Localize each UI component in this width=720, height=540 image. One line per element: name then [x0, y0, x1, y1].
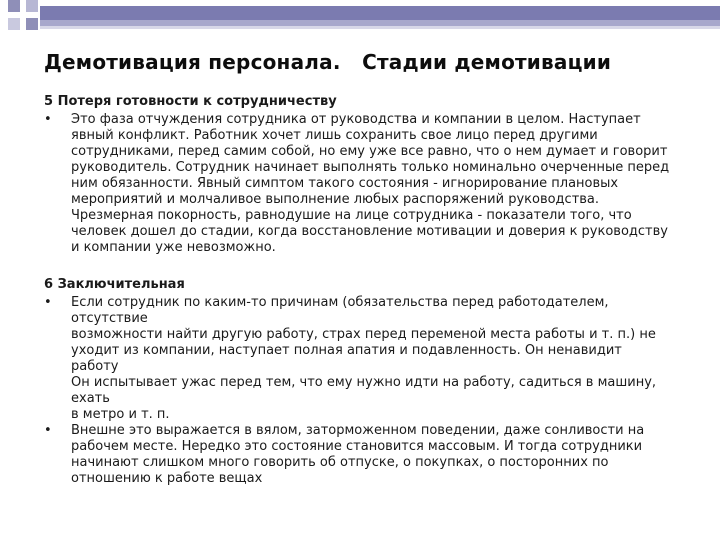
section-5-bullet: [44, 112, 672, 256]
section-6-heading: 6 Заключительная: [44, 277, 185, 292]
section-6-bullet-1-line-2: возможности найти другую работу, страх перед переменой места работы и т. п.) не: [71, 327, 656, 342]
section-6-bullet-2-text: Внешне это выражается в вялом, заторможенном поведении, даже сонливости на рабочем месте. Нередко это состояние становится массовым. И тогда сотрудники начинают слишком много говорить об отпуске, о покупках, о посторонних по отношению к работе вещах: [71, 423, 645, 486]
slide-body: [44, 94, 672, 487]
section-5-text: Это фаза отчуждения сотрудника от руководства и компании в целом. Наступает явный конфликт. Работник хочет лишь сохранить свое лицо перед другими сотрудниками, перед самим собой, но ему уже все равно, что о нем думает и говорит руководитель. Сотрудник начинает выполнять только номинально очерченные перед ним обязанности. Явный симптом такого состояния - игнорирование плановых мероприятий и молчаливое выполнение любых распоряжений руководства. Чрезмерная покорность, равнодушие на лице сотрудника - показатели того, что человек дошел до стадии, когда восстановление мотивации и доверия к руководству и компании уже невозможно.: [71, 112, 670, 255]
section-5-heading: 5 Потеря готовности к сотрудничеству: [44, 94, 337, 109]
bullet-marker: •: [44, 423, 52, 438]
section-6-bullet-1-line-3: уходит из компании, наступает полная апатия и подавленность. Он ненавидит работу: [71, 343, 622, 374]
slide-title: Демотивация персонала. Стадии демотивации: [44, 50, 612, 74]
bullet-marker: •: [44, 295, 52, 310]
section-6-bullet-1-line-4: Он испытывает ужас перед тем, что ему нужно идти на работу, садиться в машину, ехать: [71, 375, 657, 406]
section-6-bullet-1-line-1: Если сотрудник по каким-то причинам (обязательства перед работодателем, отсутствие: [71, 295, 609, 326]
corner-decoration: [0, 0, 720, 40]
section-6-bullet-1-line-5: в метро и т. п.: [71, 407, 170, 422]
bullet-marker: •: [44, 112, 52, 127]
section-6-bullet-2: [44, 423, 672, 487]
section-6-bullet-1: [44, 295, 672, 423]
